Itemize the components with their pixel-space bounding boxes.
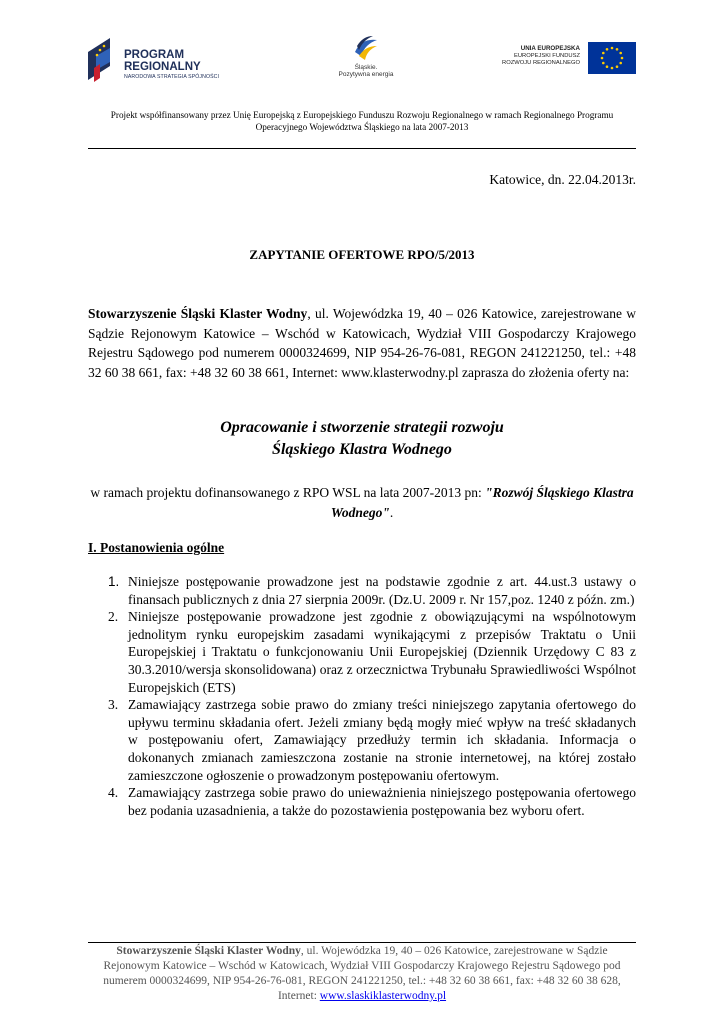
cofinancing-note [88, 109, 636, 133]
logo-middle-line1: Śląskie. [354, 64, 378, 71]
list-item [108, 608, 636, 696]
slaskie-emblem-icon [351, 34, 381, 62]
list-item-text: Niniejsze postępowanie prowadzone jest na podstawie zgodnie z art. 44.ust.3 ustawy o finansach publicznych z dnia 27 sierpnia 2009r. (Dz.U. 2009 r. Nr 157,poz. 1240 z późn. zm.) [128, 574, 636, 607]
logo-right-line1: UNIA EUROPEJSKA [520, 45, 580, 52]
cofinancing-line2: Operacyjnego Województwa Śląskiego na lata 2007-2013 [255, 122, 469, 132]
footer-website-link[interactable]: www.slaskiklasterwodny.pl [319, 990, 447, 1002]
logo-left-line2: REGIONALNY [124, 61, 201, 73]
list-item-text: Zamawiający zastrzega sobie prawo do zmiany treści niniejszego zapytania ofertowego do upływu terminu składania ofert. Jeżeli zmiany będą mogły mieć wpływ na treść składanych w postępowaniu ofert, Zamawiający przedłuży termin ich składania. Informacja o dokonanych zmianach zamieszczona zostanie na stronie internetowej, na której zostało zamieszczone ogłoszenie o prowadzonym postępowaniu ofertowym. [128, 697, 636, 783]
list-item-number: 2. [108, 609, 119, 625]
intro-organization: Stowarzyszenie Śląski Klaster Wodny [88, 306, 308, 321]
list-item [108, 784, 636, 819]
eu-flag-icon [588, 42, 636, 74]
cofinancing-line1: Projekt współfinansowany przez Unię Europejską z Europejskiego Funduszu Rozwoju Regionalnego w ramach Regionalnego Programu [110, 110, 614, 120]
footer-organization: Stowarzyszenie Śląski Klaster Wodny [116, 945, 301, 957]
offer-subject [88, 417, 636, 461]
list-item-text: Niniejsze postępowanie prowadzone jest zgodnie z obowiązującymi na wspólnotowym jednolitym rynku europejskim zasadami wynikającymi z przepisów Traktatu o Unii Europejskiej i Traktatu o funkcjonowaniu Unii Europejskiej (Dziennik Urzędowy C 83 z 30.3.2010/wersja skonsolidowana) oraz z orzecznictwa Trybunału Sprawiedliwości Wspólnot Europejskich (ETS) [128, 609, 636, 695]
list-item-text: Zamawiający zastrzega sobie prawo do unieważnienia niniejszego postępowania ofertowego bez podania uzasadnienia, a także do pozostawienia postępowania bez wyboru ofert. [128, 785, 636, 818]
footer [88, 944, 636, 1004]
list-item-number: 3. [108, 697, 119, 713]
logo-left-line3: NARODOWA STRATEGIA SPÓJNOŚCI [124, 74, 220, 80]
intro-text: , ul. Wojewódzka 19, 40 – 026 Katowice, zarejestrowane w Sądzie Rejonowym Katowice – Wschód w Katowicach, Wydział VIII Gospodarczy Krajowego Rejestru Sądowego pod numerem 0000324699, NIP 954-26-76-081, REGON 241221250, tel.: +48 32 60 38 661, fax: +48 32 60 38 661, Internet: www.klasterwodny.pl zaprasza do złożenia oferty na: [88, 306, 636, 380]
logo-right-line2: EUROPEJSKI FUNDUSZ [513, 53, 580, 59]
section-heading: I. Postanowienia ogólne [88, 540, 225, 555]
footer-text: , ul. Wojewódzka 19, 40 – 026 Katowice, zarejestrowane w Sądzie Rejonowym Katowice – Wschód w Katowicach, Wydział VIII Gospodarczy Krajowego Rejestru Sądowego pod numerem 0000324699, NIP 954-26-76-081, REGON 241221250, tel.: +48 32 60 38 661, fax: +48 32 60 38 628, Internet: [103, 945, 621, 1002]
list-item-number: 4. [108, 785, 119, 801]
general-provisions-list [108, 573, 636, 819]
logo-bar [88, 28, 636, 92]
logo-right-line3: ROZWOJU REGIONALNEGO [502, 60, 580, 66]
document-title: ZAPYTANIE OFERTOWE RPO/5/2013 [249, 247, 475, 262]
header-divider [88, 148, 636, 149]
program-regionalny-emblem-icon [88, 38, 120, 82]
project-name: "Rozwój Śląskiego Klastra Wodnego" [330, 485, 634, 520]
subject-line2: Śląskiego Klastra Wodnego [272, 441, 452, 458]
list-item [108, 573, 636, 608]
project-prefix: w ramach projektu dofinansowanego z RPO WSL na lata 2007-2013 pn: [90, 485, 486, 500]
logo-middle-line2: Pozytywna energia [338, 71, 394, 78]
list-item [108, 696, 636, 784]
program-regionalny-logo [88, 38, 248, 86]
footer-divider [88, 942, 636, 943]
project-line [88, 483, 636, 522]
slaskie-logo [336, 34, 396, 86]
subject-line1: Opracowanie i stworzenie strategii rozwoju [220, 419, 504, 436]
intro-paragraph [88, 304, 636, 382]
project-suffix: . [389, 504, 394, 520]
logo-left-line1: PROGRAM [124, 49, 185, 61]
eu-logo [476, 40, 636, 76]
list-item-number: 1. [108, 574, 120, 589]
document-date: Katowice, dn. 22.04.2013r. [489, 172, 636, 187]
